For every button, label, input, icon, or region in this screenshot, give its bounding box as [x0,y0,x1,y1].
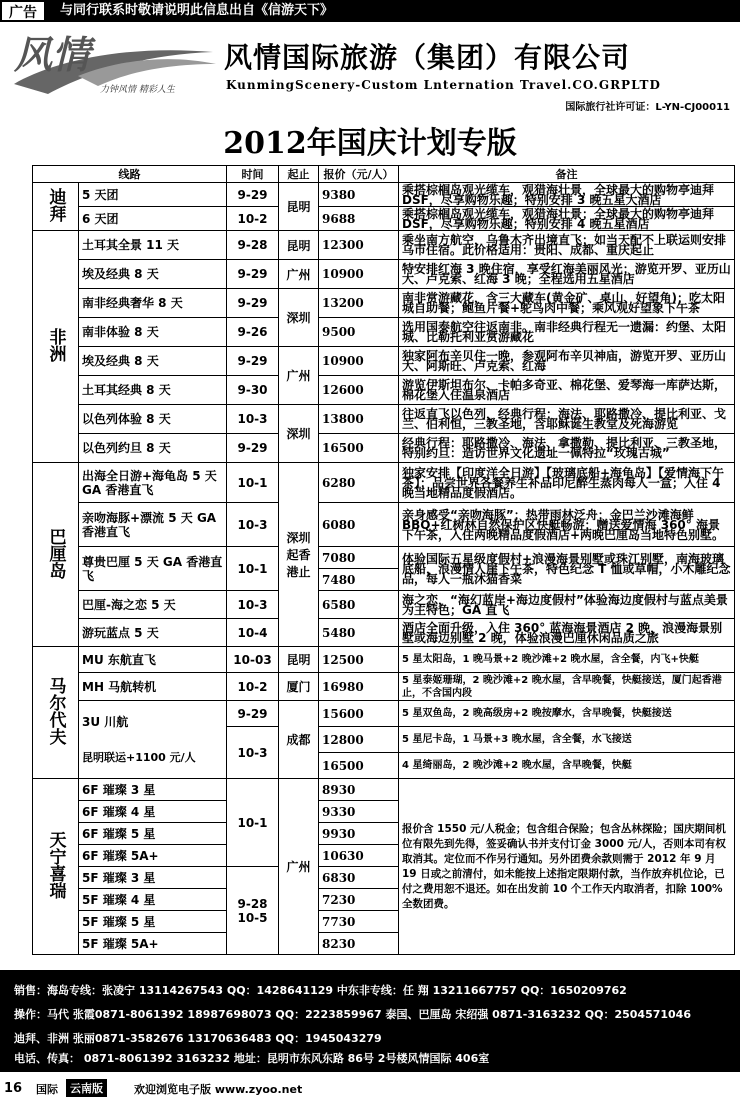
table-row [33,318,735,347]
note-cell: 5 星尼卡岛，1 马景+3 晚水屋，含全餐，水飞接送 [399,727,735,753]
edition-badge: 云南版 [66,1079,107,1097]
note-cell: 往返直飞以色列，经典行程：海法、耶路撒冷、提比利亚、戈兰、伯利恒，三教圣地，含耶稣诞生教堂及死海游览 [399,405,735,434]
note-cell: 游览伊斯坦布尔、卡帕多奇亚、棉花堡、爱琴海一库萨达斯，棉花堡入住温泉酒店 [399,376,735,405]
note-cell: 特安排红海 3 晚住宿，享受红海美丽风光；游览开罗、亚历山大、卢克索、红海 3 晚；全程选用五星酒店 [399,260,735,289]
table-row [33,647,735,673]
route-cell: 5 天团 [79,183,227,207]
col-price: 报价（元/人） [319,166,399,183]
company-name-en: KunmingScenery-Custom Lnternation Travel.CO.GRPLTD [226,78,661,92]
date-cell: 10-3 [227,727,279,779]
date-cell: 10-3 [227,503,279,547]
table-row [33,591,735,619]
region-tianning: 天宁喜瑞 [33,779,79,955]
table-row [33,463,735,503]
price-cell: 12600 [319,376,399,405]
price-cell: 8230 [319,933,399,955]
table-row [33,779,735,801]
table-header-row [33,166,735,183]
logo-glyph: 风情 [14,32,91,77]
table-row [33,405,735,434]
region-maldives: 马尔代夫 [33,647,79,779]
city-cell: 深圳 [279,405,319,463]
city-cell: 广州 [279,260,319,289]
date-cell: 10-03 [227,647,279,673]
phone-address-line: 电话、传真： 0871-8061392 3163232 地址：昆明市东风东路 86号 2号楼风情国际 406室 [14,1052,490,1065]
col-date: 时间 [227,166,279,183]
price-cell: 6830 [319,867,399,889]
operation-line-2: 迪拜、非洲 张丽0871-3582676 13170636483 QQ：1945043279 [14,1032,382,1045]
date-cell: 9-29 [227,260,279,289]
note-cell: 独家阿布辛贝住一晚，参观阿布辛贝神庙，游览开罗、亚历山大、阿斯旺、卢克索、红海 [399,347,735,376]
city-cell: 厦门 [279,673,319,701]
date-cell: 9-28 [227,231,279,260]
date-cell: 10-2 [227,207,279,231]
price-cell: 15600 [319,701,399,727]
route-label: 3U 川航 [82,714,129,729]
date-cell: 10-2 [227,673,279,701]
license-number: 国际旅行社许可证：L-YN-CJ00011 [565,102,730,113]
logo-slogan: 力钟风情 精彩人生 [100,85,175,95]
route-cell: 游玩蓝点 5 天 [79,619,227,647]
route-cell: 以色列体验 8 天 [79,405,227,434]
note-cell: 4 星绮丽岛，2 晚沙滩+2 晚水屋，含早晚餐，快艇 [399,753,735,779]
region-bali: 巴厘岛 [33,463,79,647]
note-cell: 选用国泰航空往返南非。南非经典行程无一遗漏：约堡、太阳城、比勒托利亚赏游藏花 [399,318,735,347]
operation-line: 操作：马代 张霞0871-8061392 18987698073 QQ：2223859967 泰国、巴厘岛 宋绍强 0871-3163232 QQ：2504571046 [14,1008,691,1021]
note-cell: 酒店全面升级，入住 360° 蓝海海景酒店 2 晚，浪漫海景别墅或海边别墅 2 晚，体验浪漫巴厘休闲品质之旅 [399,619,735,647]
note-cell: 乘搭棕榈岛观光缆车，观猎海壮景，全球最大的购物亭迪拜 DSF，尽享购物乐趣；特别安排 3 晚五星大酒店 [399,183,735,207]
route-cell: 南非体验 8 天 [79,318,227,347]
date-cell: 9-28 10-5 [227,867,279,955]
top-banner [0,0,740,22]
table-row [33,231,735,260]
route-cell: 埃及经典 8 天 [79,347,227,376]
site-link[interactable]: 欢迎浏览电子版 www.zyoo.net [134,1083,303,1096]
route-cell: 6F 璀璨 3 星 [79,779,227,801]
route-cell: 亲吻海豚+漂流 5 天 GA 香港直飞 [79,503,227,547]
route-cell: 出海全日游+海龟岛 5 天 GA 香港直飞 [79,463,227,503]
city-cell: 昆明 [279,183,319,231]
price-cell: 9930 [319,823,399,845]
page-footer [0,1076,740,1100]
date-cell: 10-3 [227,405,279,434]
table-row [33,376,735,405]
route-cell: 6F 璀璨 4 星 [79,801,227,823]
price-cell: 8930 [319,779,399,801]
note-cell: 经典行程：耶路撒冷、海法、拿撒勒、提比利亚、三教圣地，特别约旦：造访世界文化遗址一佩特拉“玫瑰古城” [399,434,735,463]
price-cell: 9330 [319,801,399,823]
company-name-cn: 风情国际旅游（集团）有限公司 [224,41,631,74]
table-row [33,547,735,569]
route-cell: MH 马航转机 [79,673,227,701]
col-note: 备注 [399,166,735,183]
price-cell: 12500 [319,647,399,673]
date-cell: 10-4 [227,619,279,647]
date-cell: 10-1 [227,463,279,503]
table-row [33,619,735,647]
city-cell: 成都 [279,701,319,779]
region-africa: 非洲 [33,231,79,463]
col-route: 线路 [33,166,227,183]
route-cell: MU 东航直飞 [79,647,227,673]
city-cell: 广州 [279,347,319,405]
note-cell: 南非赏游藏花，含三大藏车(黄金矿、桌山、好望角)；吃太阳城自助餐；鲍鱼片餐+鸵鸟肉中餐；乘风观好望象下午茶 [399,289,735,318]
price-cell: 7080 [319,547,399,569]
date-cell: 10-1 [227,547,279,591]
route-cell: 埃及经典 8 天 [79,260,227,289]
sales-line: 销售：海岛专线：张凌宁 13114267543 QQ：1428641129 中东非专线：任 翔 13211667757 QQ：1650209762 [14,984,627,997]
price-cell: 5480 [319,619,399,647]
date-cell: 9-29 [227,347,279,376]
date-cell: 9-29 [227,183,279,207]
contact-block [0,970,740,1072]
price-cell: 10900 [319,347,399,376]
price-cell: 12300 [319,231,399,260]
note-cell: 亲身感受“亲吻海豚”；热带雨林泛舟；金巴兰沙滩海鲜BBQ+红树林自然保护区快艇畅游；赠送爱情海 360° 海景下午茶，入住两晚精品度假酒店+两晚巴厘岛当地特色别墅。 [399,503,735,547]
section-label: 国际 [36,1083,58,1096]
date-cell: 10-3 [227,591,279,619]
price-cell: 10630 [319,845,399,867]
table-row [33,207,735,231]
table-row [33,289,735,318]
note-cell: 5 星双鱼岛，2 晚高级房+2 晚按摩水，含早晚餐，快艇接送 [399,701,735,727]
col-from: 起止 [279,166,319,183]
route-cell: 5F 璀璨 3 星 [79,867,227,889]
note-cell: 乘搭棕榈岛观光缆车，观猎海壮景；全球最大的购物亭迪拜DSF，尽享购物乐趣；特别安排 4 晚五星酒店 [399,207,735,231]
route-cell: 6F 璀璨 5A+ [79,845,227,867]
price-cell: 7730 [319,911,399,933]
note-cell: 5 星泰姬珊瑚，2 晚沙滩+2 晚水屋，含早晚餐，快艇接送，厦门起香港止，不含国内段 [399,673,735,701]
price-table [32,165,735,955]
route-cell: 以色列约旦 8 天 [79,434,227,463]
route-cell: 南非经典奢华 8 天 [79,289,227,318]
table-row [33,673,735,701]
route-cell [79,701,227,779]
date-cell: 9-29 [227,434,279,463]
note-cell: 报价含 1550 元/人税金；包含组合保险；包含丛林探险；国庆期间机位有限先到先得，签妥确认书并支付订金 3000 元/人，否则本司有权取消其。定位而不作另行通知。另外团费余款则需于 2012 年 9 月 19 日或之前清付，如未能按上述指定限期付款，当作放弃机位论，已付之费用恕不退还。如在出发前 10 个工作天内取消者，扣除 100%全数团费。 [399,779,735,955]
route-cell: 尊贵巴厘 5 天 GA 香港直飞 [79,547,227,591]
price-cell: 7230 [319,889,399,911]
price-cell: 13800 [319,405,399,434]
price-cell: 6280 [319,463,399,503]
route-cell: 6 天团 [79,207,227,231]
price-cell: 16500 [319,753,399,779]
route-cell: 5F 璀璨 5 星 [79,911,227,933]
city-cell: 昆明 [279,231,319,260]
date-cell: 9-30 [227,376,279,405]
note-cell: 独家安排【印度洋全日游】【玻璃底船+海龟岛】【爱情海下午茶】；品尝世界各餐养生补品印尼醉生蒸肉每人一盒；入住 4 晚当地精品度假酒店。 [399,463,735,503]
route-label: 昆明联运+1100 元/人 [82,750,196,764]
date-cell: 9-29 [227,289,279,318]
source-notice: 与同行联系时敬请说明此信息出自《信游天下》 [60,3,334,18]
city-cell: 深圳 [279,289,319,347]
price-cell: 10900 [319,260,399,289]
table-row [33,260,735,289]
note-cell: 5 星太阳岛，1 晚马景+2 晚沙滩+2 晚水屋，含全餐，内飞+快艇 [399,647,735,673]
price-cell: 6580 [319,591,399,619]
price-cell: 12800 [319,727,399,753]
ad-tag: 广告 [0,0,46,22]
price-cell: 16500 [319,434,399,463]
date-cell: 10-1 [227,779,279,867]
route-cell: 6F 璀璨 5 星 [79,823,227,845]
price-cell: 9500 [319,318,399,347]
route-cell: 5F 璀璨 4 星 [79,889,227,911]
price-cell: 16980 [319,673,399,701]
date-cell: 9-29 [227,701,279,727]
date-cell: 9-26 [227,318,279,347]
price-cell: 7480 [319,569,399,591]
price-cell: 13200 [319,289,399,318]
route-cell: 土耳其经典 8 天 [79,376,227,405]
table-row [33,503,735,547]
price-cell: 6080 [319,503,399,547]
table-row [33,434,735,463]
city-cell: 广州 [279,779,319,955]
route-cell: 巴厘-海之恋 5 天 [79,591,227,619]
price-cell: 9380 [319,183,399,207]
route-cell: 土耳其全景 11 天 [79,231,227,260]
route-cell: 5F 璀璨 5A+ [79,933,227,955]
table-row [33,183,735,207]
page-number: 16 [4,1081,23,1096]
company-logo [8,24,220,98]
note-cell: 体验国际五星级度假村+浪漫海景别墅或珠江别墅，南海玻璃底船，浪漫情人崖下午茶，特色纪念 T 恤或草帽，小木雕纪念品，每人一瓶沐猫香菜 [399,547,735,591]
note-cell: 海之恋，“海幻蓝岸+海边度假村”体验海边度假村与蓝点美景为主特色；GA 直飞 [399,591,735,619]
region-dubai: 迪拜 [33,183,79,231]
city-cell: 深圳起香港止 [279,463,319,647]
page-title: 2012年国庆计划专版 [223,126,517,161]
price-cell: 9688 [319,207,399,231]
table-row [33,701,735,727]
note-cell: 乘坐南方航空，乌鲁木齐出境直飞；如当天配不上联运则安排乌市住宿。此价格适用：贵阳、成都、重庆起止 [399,231,735,260]
city-cell: 昆明 [279,647,319,673]
table-row [33,347,735,376]
